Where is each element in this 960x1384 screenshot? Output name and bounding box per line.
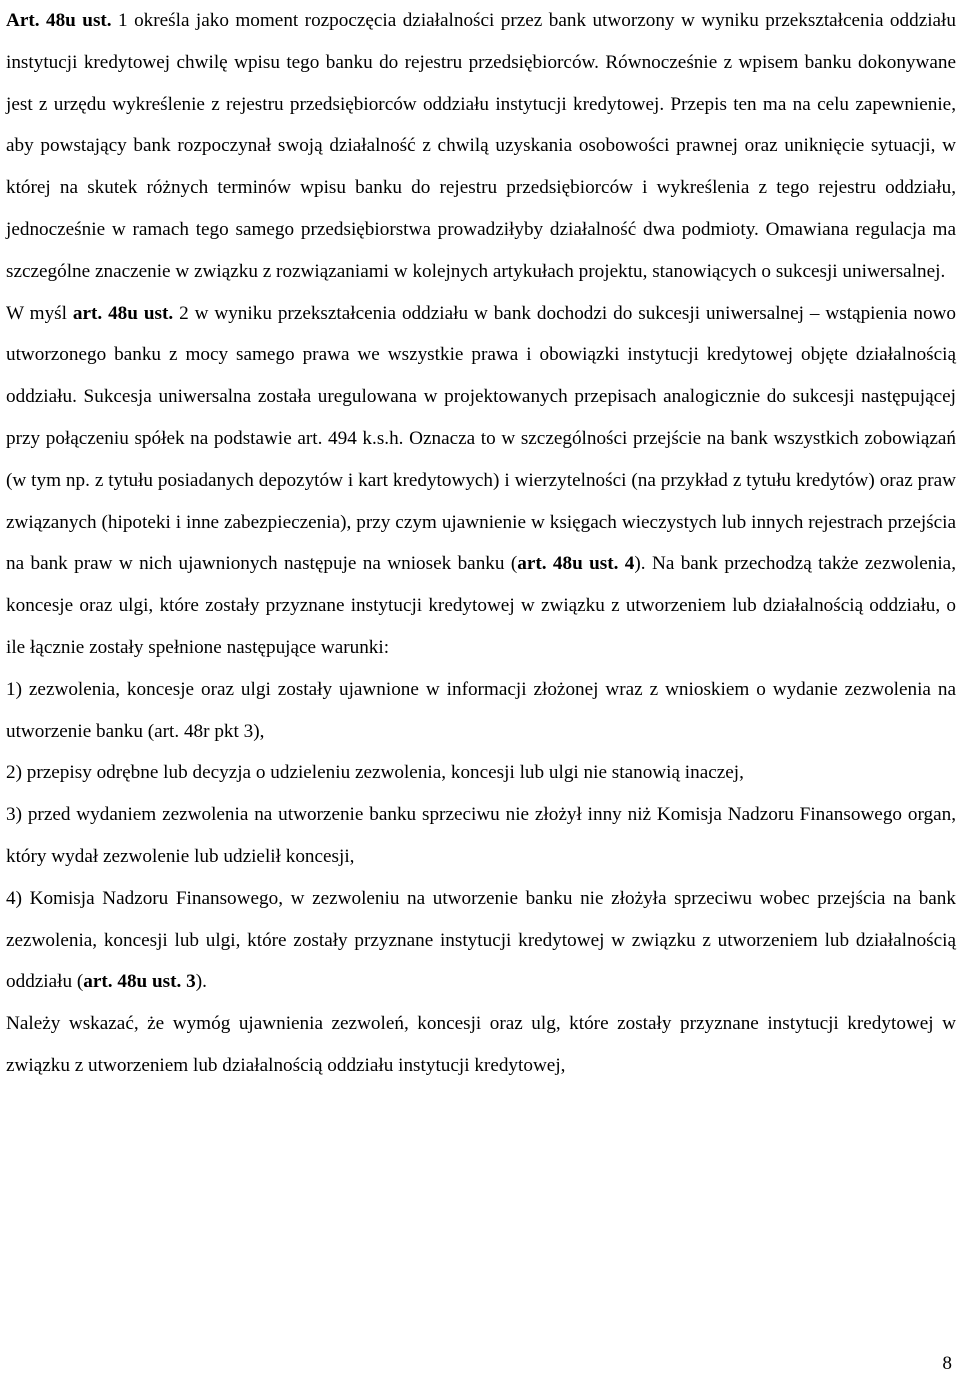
article-reference: art. 48u ust. 3 (83, 971, 196, 993)
paragraph-art-48u-ust-2 (6, 293, 956, 669)
article-reference: Art. 48u ust. (6, 10, 112, 31)
paragraph-text: ). Na bank przechodzą także zezwolenia, koncesje oraz ulgi, które zostały przyznane instytucji kredytowej w związku z utworzeniem lub działalnością oddziału, o ile łącznie zostały spełnione następujące warunki: (6, 553, 956, 658)
list-item-text: ). (195, 971, 207, 993)
paragraph-text: 2 w wyniku przekształcenia oddziału w bank dochodzi do sukcesji uniwersalnej – wstąpienia nowo utworzonego banku z mocy samego prawa we wszystkie prawa i obowiązki instytucji kredytowej objęte działalnością oddziału. Sukcesja uniwersalna została uregulowana w projektowanych przepisach analogicznie do sukcesji następującej przy połączeniu spółek na podstawie art. 494 k.s.h. Oznacza to w szczególności przejście na bank wszystkich zobowiązań (w tym np. z tytułu posiadanych depozytów i kart kredytowych) i wierzytelności (na przykład z tytułu kredytów) oraz praw związanych (hipoteki i inne zabezpieczenia), przy czym ujawnienie w księgach wieczystych lub innych rejestrach przejścia na bank praw w nich ujawnionych następuje na wniosek banku ( (6, 302, 956, 575)
list-item-3 (6, 794, 956, 878)
article-reference: art. 48u ust. (72, 302, 174, 324)
paragraph-text: Należy wskazać, że wymóg ujawnienia zezwoleń, koncesji oraz ulg, które zostały przyznane instytucji kredytowej w związku z utworzeniem lub działalnością oddziału instytucji kredytowej, (6, 1013, 956, 1076)
document-page (6, 0, 956, 1087)
list-item-1 (6, 669, 956, 753)
list-item-text: 3) przed wydaniem zezwolenia na utworzenie banku sprzeciwu nie złożył inny niż Komisja Nadzoru Finansowego organ, który wydał zezwolenie lub udzielił koncesji, (6, 804, 956, 867)
list-item-text: 2) przepisy odrębne lub decyzja o udzieleniu zezwolenia, koncesji lub ulgi nie stanowią inaczej, (6, 762, 744, 784)
list-item-text: 1) zezwolenia, koncesje oraz ulgi zostały ujawnione w informacji złożonej wraz z wnioskiem o wydanie zezwolenia na utworzenie banku (art. 48r pkt 3), (6, 678, 956, 742)
list-item-text: 4) Komisja Nadzoru Finansowego, w zezwoleniu na utworzenie banku nie złożyła sprzeciwu wobec przejścia na bank zezwolenia, koncesji lub ulgi, które zostały przyznane instytucji kredytowej w związku z utworzeniem lub działalnością oddziału ( (6, 887, 956, 993)
list-item-4 (6, 878, 956, 1003)
page-number: 8 (942, 1353, 952, 1374)
paragraph-closing (6, 1003, 956, 1087)
article-reference: art. 48u ust. 4 (517, 553, 635, 575)
list-item-2 (6, 752, 956, 794)
paragraph-art-48u-ust-1 (6, 0, 956, 293)
paragraph-text: 1 określa jako moment rozpoczęcia działalności przez bank utworzony w wyniku przekształcenia oddziału instytucji kredytowej chwilę wpisu tego banku do rejestru przedsiębiorców. Równocześnie z wpisem banku dokonywane jest z urzędu wykreślenie z rejestru przedsiębiorców oddziału instytucji kredytowej. Przepis ten ma na celu zapewnienie, aby powstający bank rozpoczynał swoją działalność z chwilą uzyskania osobowości prawnej oraz uniknięcie sytuacji, w której na skutek różnych terminów wpisu banku do rejestru przedsiębiorców i wykreślenia z tego rejestru oddziału, jednocześnie w ramach tego samego przedsiębiorstwa prowadziłyby działalność dwa podmioty. Omawiana regulacja ma szczególne znaczenie w związku z rozwiązaniami w kolejnych artykułach projektu, stanowiących o sukcesji uniwersalnej. (6, 10, 956, 282)
paragraph-text: W myśl (6, 302, 73, 324)
